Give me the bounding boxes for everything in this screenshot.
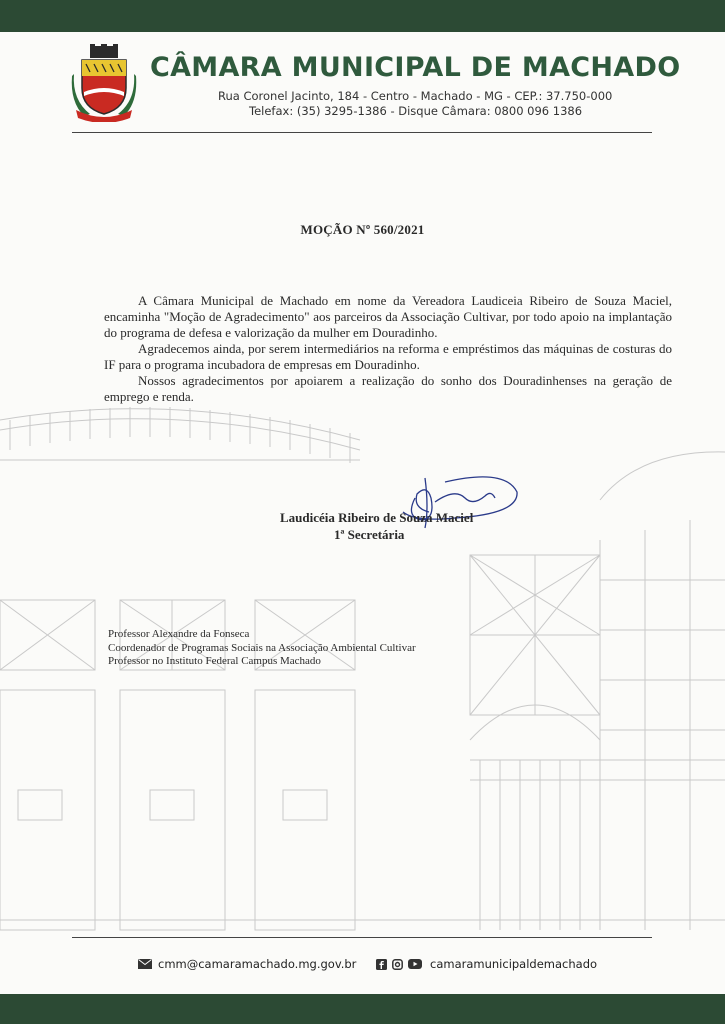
institution-address: Rua Coronel Jacinto, 184 - Centro - Machado - MG - CEP.: 37.750-000 xyxy=(218,89,613,103)
signature-block xyxy=(280,468,530,548)
footer-divider xyxy=(72,937,652,938)
institution-title: CÂMARA MUNICIPAL DE MACHADO xyxy=(150,52,681,83)
bottom-band xyxy=(0,994,725,1024)
recipient-position: Coordenador de Programas Sociais na Associação Ambiental Cultivar xyxy=(108,641,416,654)
top-band xyxy=(0,0,725,32)
signatory-role: 1ª Secretária xyxy=(334,527,405,542)
facebook-icon[interactable] xyxy=(376,959,387,970)
body-paragraph: A Câmara Municipal de Machado em nome da Vereadora Laudiceia Ribeiro de Souza Maciel, encaminha "Moção de Agradecimento" aos parceiros da Associação Cultivar, por todo apoio na implantação do programa de defesa e valorização da mulher em Douradinho. xyxy=(104,293,672,340)
header-divider xyxy=(72,132,652,133)
youtube-icon[interactable] xyxy=(408,959,422,969)
body-paragraph: Nossos agradecimentos por apoiarem a realização do sonho dos Douradinhenses na geração de emprego e renda. xyxy=(104,373,672,404)
email-address[interactable]: cmm@camaramachado.mg.gov.br xyxy=(158,957,357,971)
footer-social xyxy=(376,957,597,971)
footer-email xyxy=(138,957,356,971)
recipient-name: Professor Alexandre da Fonseca xyxy=(108,628,250,640)
coat-of-arms-logo xyxy=(70,44,138,122)
social-handle[interactable]: camaramunicipaldemachado xyxy=(430,957,598,971)
motion-body xyxy=(104,293,672,405)
institution-phone: Telefax: (35) 3295-1386 - Disque Câmara: 0800 096 1386 xyxy=(249,104,583,118)
motion-title: MOÇÃO Nº 560/2021 xyxy=(300,222,425,237)
signatory-name: Laudicéia Ribeiro de Souza Maciel xyxy=(280,510,474,525)
envelope-icon xyxy=(138,959,152,969)
recipient-block xyxy=(108,628,416,669)
instagram-icon[interactable] xyxy=(392,959,403,970)
body-paragraph: Agradecemos ainda, por serem intermediários na reforma e empréstimos das máquinas de costuras do IF para o programa incubadora de empresas em Douradinho. xyxy=(104,341,672,372)
recipient-affiliation: Professor no Instituto Federal Campus Machado xyxy=(108,655,321,667)
